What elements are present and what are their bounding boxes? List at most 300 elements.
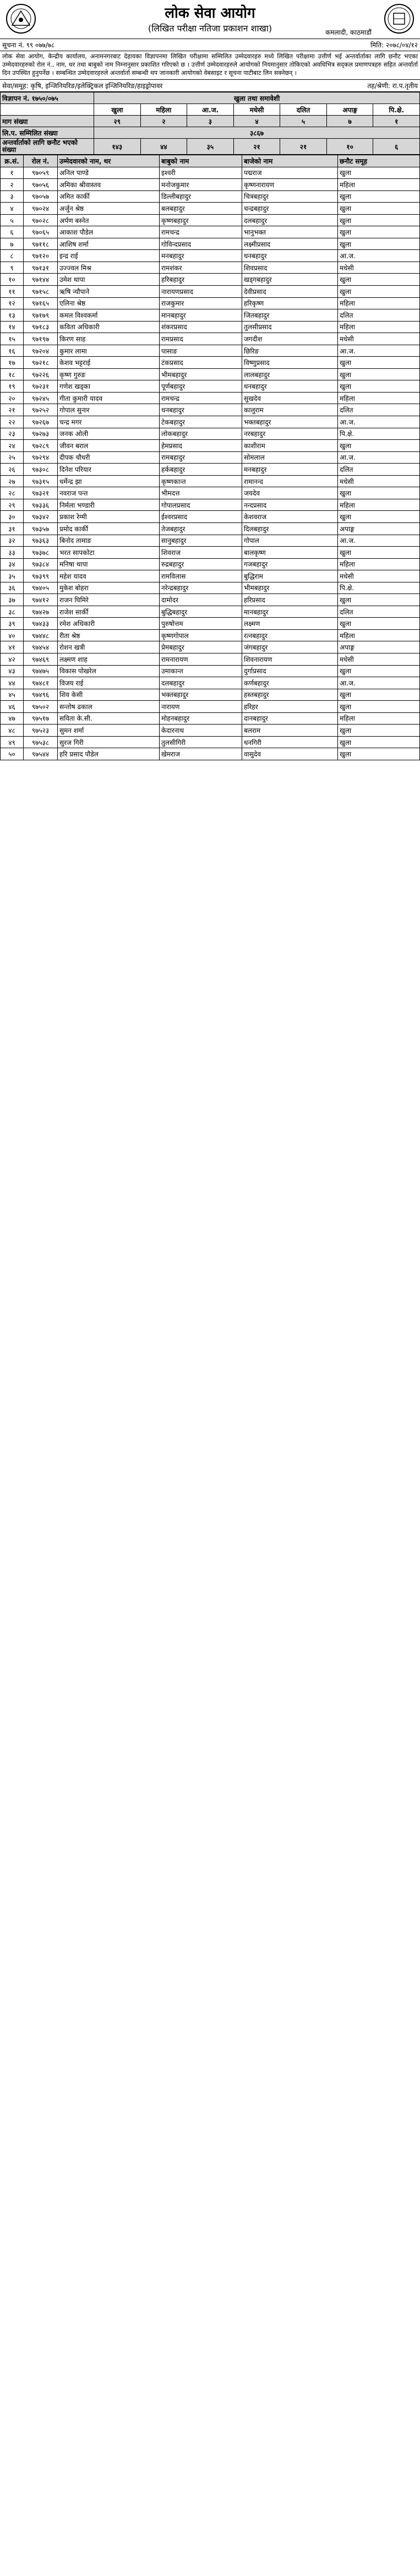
row-group: पि.क्षे.	[338, 428, 420, 440]
quota-header-row	[1, 104, 420, 116]
row-roll: ९७५१७	[24, 712, 58, 725]
row-group: खुला	[338, 238, 420, 250]
row-grandfather: दलबहादुर	[242, 214, 338, 226]
row-serial: ३०	[1, 511, 24, 523]
row-grandfather: हस्तबहादुर	[242, 689, 338, 701]
quota-open: खुला	[94, 104, 141, 116]
table-row	[1, 451, 420, 464]
row-name: राजन घिमिरे	[58, 594, 160, 606]
row-name: राजेश सार्की	[58, 606, 160, 618]
row-father: दामोदर	[160, 594, 242, 606]
row-father: भीमबहादुर	[160, 368, 242, 380]
row-roll: ९७३५७	[24, 522, 58, 535]
row-serial: ५०	[1, 748, 24, 760]
section-subtitle: (लिखित परीक्षा नतिजा प्रकाशन शाखा)	[148, 23, 272, 34]
row-name: अमित कार्की	[58, 190, 160, 203]
row-name: मुकेश बोहरा	[58, 582, 160, 594]
row-roll: ९७३३६	[24, 499, 58, 511]
row-roll: ९७४२७	[24, 606, 58, 618]
shortlisted-value: २१	[233, 139, 280, 155]
table-row	[1, 606, 420, 618]
row-serial: २	[1, 179, 24, 191]
shortlisted-value: १०	[326, 139, 373, 155]
row-serial: ३४	[1, 558, 24, 570]
row-name: सविता के.सी.	[58, 712, 160, 725]
row-roll: ९७११८	[24, 238, 58, 250]
row-group: खुला	[338, 594, 420, 606]
service-group: सेवा/समूह: कृषि, इन्जिनियरिङ/इलेक्ट्रिकल इन्जिनियरिङ/हाइड्रोपावर	[2, 82, 163, 90]
row-grandfather: भीमबहादुर	[242, 582, 338, 594]
row-grandfather: दिलबहादुर	[242, 522, 338, 535]
row-roll: ९७२५२	[24, 404, 58, 416]
row-serial: २९	[1, 499, 24, 511]
quota-women: महिला	[140, 104, 187, 116]
row-name: चन्द्र मगर	[58, 416, 160, 428]
row-grandfather: कालुराम	[242, 404, 338, 416]
row-name: जीवन बराल	[58, 440, 160, 452]
row-roll: ९७२१८	[24, 357, 58, 369]
row-grandfather: खड्गबहादुर	[242, 274, 338, 286]
row-name: प्रकाश रेग्मी	[58, 511, 160, 523]
commission-title: लोक सेवा आयोग	[165, 5, 255, 21]
row-grandfather: हरिहर	[242, 701, 338, 713]
row-father: टंकप्रसाद	[160, 357, 242, 369]
row-roll: ९७३२१	[24, 487, 58, 499]
table-row	[1, 286, 420, 298]
row-roll: ९७०२४	[24, 203, 58, 215]
row-grandfather: तुलसीप्रसाद	[242, 321, 338, 333]
row-name: प्रमोद कार्की	[58, 522, 160, 535]
table-row	[1, 214, 420, 226]
row-serial: ३१	[1, 522, 24, 535]
row-father: पूर्णबहादुर	[160, 380, 242, 393]
row-serial: १६	[1, 345, 24, 357]
row-father: प्रेमबहादुर	[160, 641, 242, 653]
row-father: मानबहादुर	[160, 309, 242, 322]
row-father: हर्कबहादुर	[160, 464, 242, 476]
col-roll: रोल नं.	[24, 155, 58, 167]
row-group: खुला	[338, 214, 420, 226]
row-father: नारायणप्रसाद	[160, 286, 242, 298]
service-info	[0, 79, 420, 92]
row-roll: ९७४१२	[24, 594, 58, 606]
row-roll: ९७१७९	[24, 309, 58, 322]
row-name: अर्जुन श्रेष्ठ	[58, 203, 160, 215]
row-serial: २०	[1, 392, 24, 404]
table-row	[1, 499, 420, 511]
row-father: हेमप्रसाद	[160, 440, 242, 452]
row-name: निर्मला भण्डारी	[58, 499, 160, 511]
row-roll: ९७२४५	[24, 392, 58, 404]
row-group: महिला	[338, 297, 420, 309]
quota-dalit: दलित	[280, 104, 327, 116]
demand-value: ३	[187, 116, 234, 127]
row-name: सुरज गिरी	[58, 736, 160, 748]
notice-date: मिति: २०७८/०४/१२	[370, 41, 418, 49]
table-row	[1, 190, 420, 203]
row-grandfather: जंगबहादुर	[242, 641, 338, 653]
row-serial: ८	[1, 250, 24, 262]
row-name: कृष्ण गुरुङ	[58, 368, 160, 380]
row-serial: ४८	[1, 725, 24, 737]
row-name: इन्द्र राई	[58, 250, 160, 262]
row-serial: १३	[1, 309, 24, 322]
row-grandfather: रामानन्द	[242, 475, 338, 487]
row-father: भीमदत्त	[160, 487, 242, 499]
row-father: दलबहादुर	[160, 677, 242, 689]
table-row	[1, 309, 420, 322]
table-row	[1, 404, 420, 416]
table-row	[1, 428, 420, 440]
row-group: दलित	[338, 464, 420, 476]
row-serial: ३५	[1, 570, 24, 582]
row-roll: ९७४४८	[24, 629, 58, 641]
row-roll: ९७५०२	[24, 701, 58, 713]
demand-value: २	[140, 116, 187, 127]
row-father: राजकुमार	[160, 297, 242, 309]
row-name: कविता अधिकारी	[58, 321, 160, 333]
row-name: शिव केसी	[58, 689, 160, 701]
row-grandfather: विष्णुप्रसाद	[242, 357, 338, 369]
row-grandfather: केशवराज	[242, 511, 338, 523]
row-serial: २७	[1, 475, 24, 487]
row-group: महिला	[338, 321, 420, 333]
row-father: सानुबहादुर	[160, 535, 242, 547]
row-serial: ३३	[1, 547, 24, 559]
row-serial: ३२	[1, 535, 24, 547]
row-group: महिला	[338, 558, 420, 570]
row-father: शंकरप्रसाद	[160, 321, 242, 333]
row-roll: ९७४६९	[24, 653, 58, 665]
row-grandfather: शिवनारायण	[242, 653, 338, 665]
row-serial: ३७	[1, 594, 24, 606]
row-name: बिनोद तामाङ	[58, 535, 160, 547]
row-group: खुला	[338, 736, 420, 748]
table-row	[1, 297, 420, 309]
row-name: जनक ओली	[58, 428, 160, 440]
row-serial: ६	[1, 226, 24, 238]
row-group: दलित	[338, 606, 420, 618]
row-group: खुला	[338, 701, 420, 713]
row-grandfather: मानबहादुर	[242, 606, 338, 618]
row-serial: ४६	[1, 701, 24, 713]
row-group: खुला	[338, 725, 420, 737]
row-name: उज्ज्वल मिश्र	[58, 262, 160, 274]
row-group: खुला	[338, 190, 420, 203]
row-father: रुद्रबहादुर	[160, 558, 242, 570]
shortlisted-row	[1, 139, 420, 155]
row-group: मधेसी	[338, 653, 420, 665]
table-row	[1, 522, 420, 535]
quota-madhesi: मधेसी	[233, 104, 280, 116]
row-father: रामविलास	[160, 570, 242, 582]
row-name: रोशन खत्री	[58, 641, 160, 653]
row-serial: ४३	[1, 665, 24, 677]
row-name: भरत सापकोटा	[58, 547, 160, 559]
row-group: मधेसी	[338, 262, 420, 274]
table-row	[1, 179, 420, 191]
row-serial: २५	[1, 451, 24, 464]
col-serial: क्र.सं.	[1, 155, 24, 167]
table-row	[1, 594, 420, 606]
row-serial: ४४	[1, 677, 24, 689]
col-group: छनौट समूह	[338, 155, 420, 167]
row-father: मनबहादुर	[160, 250, 242, 262]
row-grandfather: धनबहादुर	[242, 380, 338, 393]
row-roll: ९७३७८	[24, 547, 58, 559]
row-serial: ३९	[1, 618, 24, 630]
row-serial: १२	[1, 297, 24, 309]
table-row	[1, 725, 420, 737]
row-father: मनोजकुमार	[160, 179, 242, 191]
row-group: आ.ज.	[338, 677, 420, 689]
row-roll: ९७२३१	[24, 380, 58, 393]
table-row	[1, 226, 420, 238]
row-group: खुला	[338, 689, 420, 701]
row-father: भक्तबहादुर	[160, 689, 242, 701]
row-group: आ.ज.	[338, 535, 420, 547]
quota-backward: पि.क्षे.	[373, 104, 420, 116]
row-father: गोपालप्रसाद	[160, 499, 242, 511]
row-group: आ.ज.	[338, 451, 420, 464]
row-group: पि.क्षे.	[338, 582, 420, 594]
row-roll: ९७१३१	[24, 262, 58, 274]
row-grandfather: बालकृष्ण	[242, 547, 338, 559]
row-serial: ५	[1, 214, 24, 226]
row-roll: ९७३८४	[24, 558, 58, 570]
table-row	[1, 250, 420, 262]
row-father: लोकबहादुर	[160, 428, 242, 440]
row-father: इश्वरी	[160, 167, 242, 179]
table-row	[1, 701, 420, 713]
row-grandfather: हरिप्रसाद	[242, 594, 338, 606]
advert-row	[1, 92, 420, 104]
row-grandfather: चन्द्रबहादुर	[242, 203, 338, 215]
row-grandfather: छिरिङ	[242, 345, 338, 357]
row-serial: १५	[1, 333, 24, 345]
row-roll: ९७१८३	[24, 321, 58, 333]
row-serial: १७	[1, 357, 24, 369]
row-roll: ९७४५४	[24, 641, 58, 653]
notice-header	[0, 0, 420, 39]
row-father: मोहनबहादुर	[160, 712, 242, 725]
row-serial: ४०	[1, 629, 24, 641]
row-name: गोपाल सुनार	[58, 404, 160, 416]
candidate-rows	[1, 167, 420, 760]
row-group: मधेसी	[338, 333, 420, 345]
row-roll: ९७०५७	[24, 190, 58, 203]
row-serial: १८	[1, 368, 24, 380]
shortlisted-label: अन्तर्वार्ताको लागि छनौट भएको संख्या	[1, 139, 94, 155]
row-name: कुमार लामा	[58, 345, 160, 357]
row-roll: ९७३४२	[24, 511, 58, 523]
row-grandfather: बुद्धिराम	[242, 570, 338, 582]
row-grandfather: वासुदेव	[242, 748, 338, 760]
quota-disabled: अपाङ्ग	[326, 104, 373, 116]
row-roll: ९७३०८	[24, 464, 58, 476]
row-roll: ९७४०५	[24, 582, 58, 594]
row-name: सुमन शर्मा	[58, 725, 160, 737]
row-serial: ३	[1, 190, 24, 203]
row-name: उमेश थापा	[58, 274, 160, 286]
row-father: तेजबहादुर	[160, 522, 242, 535]
demand-label: माग संख्या	[1, 116, 94, 127]
row-group: महिला	[338, 392, 420, 404]
row-name: सन्तोष ढकाल	[58, 701, 160, 713]
row-father: रामबहादुर	[160, 451, 242, 464]
row-serial: ४९	[1, 736, 24, 748]
row-group: अपाङ्ग	[338, 641, 420, 653]
table-row	[1, 748, 420, 760]
row-father: रामचन्द्र	[160, 392, 242, 404]
row-roll: ९७०५९	[24, 167, 58, 179]
table-row	[1, 582, 420, 594]
row-roll: ९७१४४	[24, 274, 58, 286]
table-row	[1, 570, 420, 582]
row-father: डिल्लीबहादुर	[160, 190, 242, 203]
row-grandfather: नरबहादुर	[242, 428, 338, 440]
row-serial: २४	[1, 440, 24, 452]
row-grandfather: गोपाल	[242, 535, 338, 547]
table-row	[1, 629, 420, 641]
row-father: गोविन्दप्रसाद	[160, 238, 242, 250]
row-serial: ९	[1, 262, 24, 274]
row-group: खुला	[338, 274, 420, 286]
row-grandfather: जयदेव	[242, 487, 338, 499]
row-name: आशिष शर्मा	[58, 238, 160, 250]
row-name: किरण साह	[58, 333, 160, 345]
row-group: खुला	[338, 286, 420, 298]
table-row	[1, 357, 420, 369]
exam-type: खुला तथा समावेशी	[94, 92, 420, 104]
row-name: आकाश पौडेल	[58, 226, 160, 238]
total-label: लि.प. सम्मिलित संख्या	[1, 127, 94, 139]
row-serial: ४५	[1, 689, 24, 701]
notice-number: सूचना नं. ९९ ०७७/७८	[2, 41, 55, 49]
shortlisted-value: ४४	[140, 139, 187, 155]
total-candidates-row	[1, 127, 420, 139]
row-name: गणेश खड्का	[58, 380, 160, 393]
row-roll: ९७३६३	[24, 535, 58, 547]
row-serial: १	[1, 167, 24, 179]
service-level: तह/श्रेणी: रा.प.तृतीय	[367, 82, 418, 90]
notice-intro: लोक सेवा आयोग, केन्द्रीय कार्यालय, अनामनगरबाट देहायका विज्ञापनमा लिखित परीक्षामा सम्मिलित उम्मेदवारहरु मध्ये लिखित परीक्षामा उत्तीर्ण भई अन्तर्वार्ताका लागि छनौट भएका उम्मेदवारहरुको रोल नं., नाम, थर तथा बाबुको नाम निम्नानुसार प्रकाशित गरिएको छ । उत्तीर्ण उम्मेदवारहरुले आयोगको नियमानुसार तोकिएको अवधिभित्र सद्‌कल प्रमाणपत्रहरु सहित अन्तर्वार्ता दिन उपस्थित हुनुपर्नेछ । सम्बन्धित उम्मेदवारहरुले अन्तर्वार्ता सम्बन्धी थप जानकारी आयोगको वेबसाइट र सूचना पाटीबाट लिन सक्नेछन् ।	[2, 53, 418, 77]
row-name: लक्ष्मण शाह	[58, 653, 160, 665]
row-group: मधेसी	[338, 570, 420, 582]
row-roll: ९७१५८	[24, 286, 58, 298]
row-group: खुला	[338, 487, 420, 499]
row-grandfather: जगदीश	[242, 333, 338, 345]
row-name: महेश यादव	[58, 570, 160, 582]
row-father: रामचन्द्र	[160, 226, 242, 238]
row-name: दिनेश परियार	[58, 464, 160, 476]
row-father: रामप्रसाद	[160, 333, 242, 345]
row-name: कमल विश्वकर्मा	[58, 309, 160, 322]
row-group: महिला	[338, 712, 420, 725]
row-grandfather: दानबहादुर	[242, 712, 338, 725]
row-roll: ९७१६५	[24, 297, 58, 309]
row-serial: २६	[1, 464, 24, 476]
row-group: दलित	[338, 309, 420, 322]
row-group: खुला	[338, 618, 420, 630]
row-name: एलिना श्रेष्ठ	[58, 297, 160, 309]
row-grandfather: बलराम	[242, 725, 338, 737]
demand-value: ५	[280, 116, 327, 127]
row-group: महिला	[338, 629, 420, 641]
table-row	[1, 511, 420, 523]
table-row	[1, 677, 420, 689]
table-row	[1, 475, 420, 487]
row-roll: ९७५४४	[24, 748, 58, 760]
shortlisted-value: ६	[373, 139, 420, 155]
row-father: पासाङ	[160, 345, 242, 357]
row-grandfather: नन्दप्रसाद	[242, 499, 338, 511]
row-father: खेमराज	[160, 748, 242, 760]
table-row	[1, 547, 420, 559]
row-group: खुला	[338, 226, 420, 238]
row-name: रीता श्रेष्ठ	[58, 629, 160, 641]
office-location: कमलादी, काठमाडौं	[325, 29, 372, 36]
row-serial: २२	[1, 416, 24, 428]
row-roll: ९७०२८	[24, 214, 58, 226]
row-serial: ४	[1, 203, 24, 215]
demand-row	[1, 116, 420, 127]
row-grandfather: धनगिरी	[242, 736, 338, 748]
table-row	[1, 321, 420, 333]
row-roll: ९७२६७	[24, 416, 58, 428]
row-grandfather: सोमलाल	[242, 451, 338, 464]
row-father: उमाकान्त	[160, 665, 242, 677]
row-grandfather: देवीप्रसाद	[242, 286, 338, 298]
table-row	[1, 535, 420, 547]
row-name: दीपक चौधरी	[58, 451, 160, 464]
row-name: अमिका श्रीवास्तव	[58, 179, 160, 191]
row-father: रामनारायण	[160, 653, 242, 665]
table-row	[1, 558, 420, 570]
row-roll: ९७३९९	[24, 570, 58, 582]
row-grandfather: चित्रबहादुर	[242, 190, 338, 203]
table-row	[1, 416, 420, 428]
col-grandfather: बाजेको नाम	[242, 155, 338, 167]
table-row	[1, 203, 420, 215]
row-group: दलित	[338, 404, 420, 416]
candidate-header-row	[1, 155, 420, 167]
row-grandfather: रत्नबहादुर	[242, 629, 338, 641]
row-grandfather: मनबहादुर	[242, 464, 338, 476]
demand-value: ७	[326, 116, 373, 127]
row-father: कृष्णबहादुर	[160, 214, 242, 226]
row-serial: १०	[1, 274, 24, 286]
row-name: नवराज पन्त	[58, 487, 160, 499]
shortlisted-value: २१	[280, 139, 327, 155]
row-father: कृष्णगोपाल	[160, 629, 242, 641]
row-serial: ७	[1, 238, 24, 250]
table-row	[1, 392, 420, 404]
row-roll: ९७५२३	[24, 725, 58, 737]
table-row	[1, 689, 420, 701]
commission-seal-icon	[383, 3, 416, 34]
row-grandfather: पद्मराज	[242, 167, 338, 179]
row-roll: ९७४९६	[24, 689, 58, 701]
table-row	[1, 736, 420, 748]
row-group: आ.ज.	[338, 416, 420, 428]
row-roll: ९७१२०	[24, 250, 58, 262]
row-name: अर्पण बस्नेत	[58, 214, 160, 226]
row-group: खुला	[338, 368, 420, 380]
candidate-table	[0, 155, 420, 760]
col-name: उम्मेदवारको नाम, थर	[58, 155, 160, 167]
row-grandfather: लक्ष्मीप्रसाद	[242, 238, 338, 250]
